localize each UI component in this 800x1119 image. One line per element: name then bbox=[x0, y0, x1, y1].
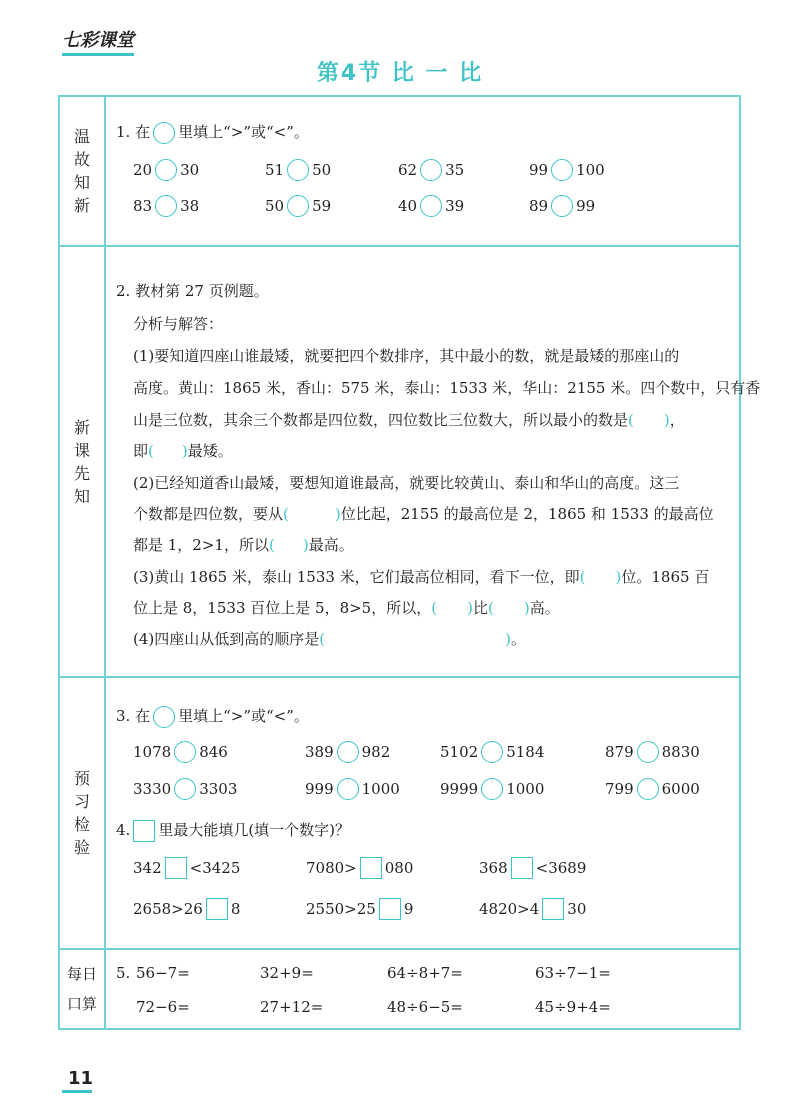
answer-blank[interactable]: ( ) bbox=[319, 630, 511, 648]
mental-math-expression: 72−6= bbox=[136, 998, 190, 1016]
paragraph-1-line: 山是三位数，其余三个数都是四位数，四位数比三位数大，所以最小的数是( )， bbox=[133, 411, 685, 429]
mental-math-expression: 27+12= bbox=[260, 998, 324, 1016]
comparison-item bbox=[265, 159, 331, 181]
mental-math-expression: 48÷6−5= bbox=[387, 998, 463, 1016]
answer-blank[interactable]: ( ) bbox=[431, 599, 473, 617]
right-number: 1000 bbox=[361, 780, 400, 798]
expression-right: <3689 bbox=[535, 859, 587, 877]
fill-digit-item bbox=[479, 898, 586, 920]
paragraph-1-line: 即( )最矮。 bbox=[133, 442, 233, 460]
answer-circle[interactable] bbox=[174, 741, 196, 763]
mental-math-expression: 63÷7−1= bbox=[535, 964, 611, 982]
section-label-mental-math: 每日口算 bbox=[66, 965, 97, 1013]
section-label-review: 温故知新 bbox=[73, 127, 90, 215]
left-number: 89 bbox=[529, 197, 549, 215]
right-number: 50 bbox=[312, 161, 332, 179]
answer-circle[interactable] bbox=[481, 778, 503, 800]
answer-circle[interactable] bbox=[337, 741, 359, 763]
answer-circle[interactable] bbox=[551, 159, 573, 181]
right-number: 8830 bbox=[661, 743, 700, 761]
expression-left: 7080> bbox=[306, 859, 357, 877]
expression-left: 2658>26 bbox=[133, 900, 203, 918]
answer-circle[interactable] bbox=[155, 195, 177, 217]
left-number: 999 bbox=[305, 780, 334, 798]
mental-math-expression: 64÷8+7= bbox=[387, 964, 463, 982]
answer-circle[interactable] bbox=[153, 122, 175, 144]
question-2-title: 2. 教材第 27 页例题。 bbox=[116, 282, 269, 300]
answer-circle[interactable] bbox=[420, 195, 442, 217]
right-number: 30 bbox=[180, 161, 200, 179]
answer-circle[interactable] bbox=[155, 159, 177, 181]
right-number: 3303 bbox=[199, 780, 238, 798]
answer-blank[interactable]: ( ) bbox=[579, 568, 622, 586]
paragraph-2-line: 个数都是四位数，要从( )位比起，2155 的最高位是 2，1865 和 1533 的最高位 bbox=[133, 505, 714, 523]
page-number: 11 bbox=[68, 1068, 94, 1089]
right-number: 100 bbox=[576, 161, 605, 179]
answer-circle[interactable] bbox=[337, 778, 359, 800]
answer-circle[interactable] bbox=[420, 159, 442, 181]
section-divider bbox=[58, 676, 741, 678]
expression-right: 080 bbox=[384, 859, 414, 877]
answer-circle[interactable] bbox=[153, 706, 175, 728]
paragraph-1-line: (1)要知道四座山谁最矮，就要把四个数排序，其中最小的数，就是最矮的那座山的 bbox=[133, 347, 680, 365]
right-number: 99 bbox=[576, 197, 596, 215]
comparison-item bbox=[440, 778, 544, 800]
expression-left: 2550>25 bbox=[306, 900, 376, 918]
answer-circle[interactable] bbox=[174, 778, 196, 800]
left-number: 5102 bbox=[440, 743, 479, 761]
answer-circle[interactable] bbox=[551, 195, 573, 217]
expression-left: 4820>4 bbox=[479, 900, 540, 918]
comparison-item bbox=[305, 778, 400, 800]
answer-blank[interactable]: ( ) bbox=[283, 505, 341, 523]
left-number: 50 bbox=[265, 197, 285, 215]
analysis-heading: 分析与解答： bbox=[133, 315, 224, 333]
page-number-underline bbox=[62, 1090, 92, 1093]
answer-box[interactable] bbox=[165, 857, 187, 879]
right-number: 982 bbox=[361, 743, 391, 761]
left-number: 83 bbox=[133, 197, 153, 215]
question-4-prompt: 4. 里最大能填几(填一个数字)？ bbox=[116, 819, 350, 842]
fill-digit-item bbox=[306, 898, 413, 920]
right-number: 39 bbox=[445, 197, 465, 215]
comparison-item bbox=[133, 741, 228, 763]
left-number: 40 bbox=[398, 197, 418, 215]
expression-right: 9 bbox=[403, 900, 414, 918]
answer-circle[interactable] bbox=[481, 741, 503, 763]
fill-digit-item bbox=[306, 857, 413, 879]
answer-box[interactable] bbox=[379, 898, 401, 920]
left-number: 9999 bbox=[440, 780, 479, 798]
right-number: 1000 bbox=[506, 780, 545, 798]
section-divider bbox=[58, 245, 741, 247]
right-number: 38 bbox=[180, 197, 200, 215]
left-number: 799 bbox=[605, 780, 634, 798]
comparison-item bbox=[398, 159, 464, 181]
answer-circle[interactable] bbox=[287, 195, 309, 217]
mental-math-expression: 32+9= bbox=[260, 964, 314, 982]
left-number: 20 bbox=[133, 161, 153, 179]
right-number: 6000 bbox=[661, 780, 700, 798]
left-number: 389 bbox=[305, 743, 334, 761]
answer-blank[interactable]: ( ) bbox=[268, 536, 309, 554]
paragraph-4-line: (4)四座山从低到高的顺序是( )。 bbox=[133, 630, 526, 648]
question-3-prompt: 3. 在 里填上“>”或“<”。 bbox=[116, 705, 309, 728]
comparison-item bbox=[440, 741, 544, 763]
comparison-item bbox=[133, 195, 199, 217]
paragraph-3-line: (3)黄山 1865 米，泰山 1533 米，它们最高位相同，看下一位，即( )位。1865 百 bbox=[133, 568, 710, 586]
answer-blank[interactable]: ( ) bbox=[628, 411, 670, 429]
answer-box[interactable] bbox=[206, 898, 228, 920]
fill-digit-item bbox=[133, 857, 240, 879]
fill-digit-item bbox=[479, 857, 586, 879]
comparison-item bbox=[605, 741, 700, 763]
expression-left: 342 bbox=[133, 859, 162, 877]
answer-circle[interactable] bbox=[287, 159, 309, 181]
comparison-item bbox=[398, 195, 464, 217]
answer-box[interactable] bbox=[511, 857, 533, 879]
right-number: 846 bbox=[199, 743, 228, 761]
right-number: 35 bbox=[445, 161, 465, 179]
left-number: 1078 bbox=[133, 743, 172, 761]
answer-box[interactable] bbox=[542, 898, 564, 920]
comparison-item bbox=[529, 159, 605, 181]
expression-right: 30 bbox=[567, 900, 587, 918]
left-number: 3330 bbox=[133, 780, 172, 798]
paragraph-2-line: 都是 1，2>1，所以( )最高。 bbox=[133, 536, 354, 554]
answer-circle[interactable] bbox=[637, 778, 659, 800]
label-column-divider bbox=[104, 95, 106, 1030]
paragraph-3-line: 位上是 8，1533 百位上是 5，8>5，所以，( )比( )高。 bbox=[133, 599, 560, 617]
answer-box[interactable] bbox=[133, 820, 155, 842]
section-label-check: 预习检验 bbox=[73, 769, 90, 857]
comparison-item bbox=[133, 159, 199, 181]
mental-math-expression: 56−7= bbox=[136, 964, 190, 982]
answer-blank[interactable]: ( ) bbox=[148, 442, 188, 460]
answer-blank[interactable]: ( ) bbox=[487, 599, 530, 617]
paragraph-2-line: (2)已经知道香山最矮，要想知道谁最高，就要比较黄山、泰山和华山的高度。这三 bbox=[133, 474, 680, 492]
question-5-number: 5. bbox=[116, 964, 131, 982]
mental-math-expression: 45÷9+4= bbox=[535, 998, 611, 1016]
comparison-item bbox=[529, 195, 595, 217]
expression-right: 8 bbox=[230, 900, 241, 918]
expression-left: 368 bbox=[479, 859, 508, 877]
brand-logo: 七彩课堂 bbox=[62, 26, 134, 56]
comparison-item bbox=[605, 778, 700, 800]
section-label-preview: 新课先知 bbox=[73, 417, 90, 506]
left-number: 879 bbox=[605, 743, 634, 761]
left-number: 99 bbox=[529, 161, 549, 179]
section-divider bbox=[58, 948, 741, 950]
answer-circle[interactable] bbox=[637, 741, 659, 763]
worksheet-frame bbox=[58, 95, 741, 1030]
comparison-item bbox=[133, 778, 237, 800]
page-title: 第4节 比 一 比 bbox=[316, 61, 484, 86]
expression-right: <3425 bbox=[189, 859, 241, 877]
left-number: 51 bbox=[265, 161, 285, 179]
right-number: 5184 bbox=[506, 743, 545, 761]
fill-digit-item bbox=[133, 898, 240, 920]
question-1-prompt: 1. 在 里填上“>”或“<”。 bbox=[116, 121, 309, 144]
paragraph-1-line: 高度。黄山：1865 米，香山：575 米，泰山：1533 米，华山：2155 米。四个数中，只有香 bbox=[133, 379, 761, 397]
right-number: 59 bbox=[312, 197, 332, 215]
answer-box[interactable] bbox=[360, 857, 382, 879]
comparison-item bbox=[305, 741, 390, 763]
left-number: 62 bbox=[398, 161, 418, 179]
comparison-item bbox=[265, 195, 331, 217]
